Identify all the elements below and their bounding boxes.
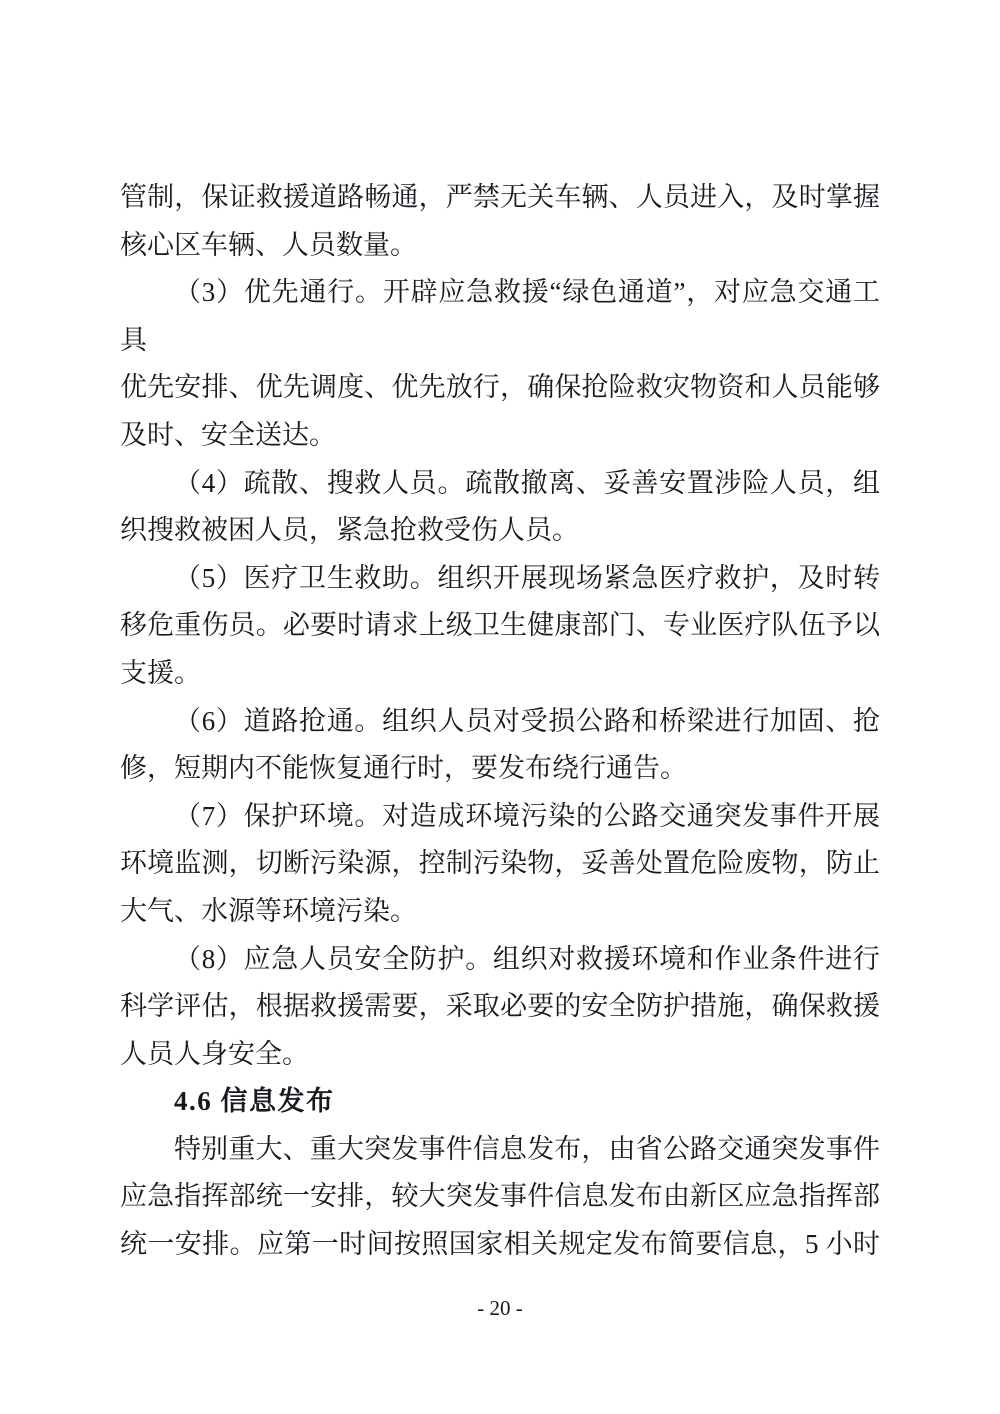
text-line: 应急指挥部统一安排，较大突发事件信息发布由新区应急指挥部 <box>120 1181 880 1212</box>
text-line: （7）保护环境。对造成环境污染的公路交通突发事件开展 <box>174 800 880 831</box>
text-line: 移危重伤员。必要时请求上级卫生健康部门、专业医疗队伍予以 <box>120 610 880 641</box>
text-line: 及时、安全送达。 <box>120 419 336 450</box>
text-line: 支援。 <box>120 657 201 688</box>
text-line: 特别重大、重大突发事件信息发布，由省公路交通突发事件 <box>174 1133 880 1164</box>
text-line: 修，短期内不能恢复通行时，要发布绕行通告。 <box>120 753 687 784</box>
text-line: （3）优先通行。开辟应急救援“绿色通道”，对应急交通工具 <box>120 277 880 355</box>
text-line: 人员人身安全。 <box>120 1038 309 1069</box>
section-heading: 4.6 信息发布 <box>174 1086 335 1117</box>
text-line: （5）医疗卫生救助。组织开展现场紧急医疗救护，及时转 <box>174 562 880 593</box>
text-line: 管制，保证救援道路畅通，严禁无关车辆、人员进入，及时掌握 <box>120 182 880 212</box>
text-line: 统一安排。应第一时间按照国家相关规定发布简要信息，5 小时 <box>120 1229 880 1260</box>
text-line: 环境监测，切断污染源，控制污染物，妥善处置危险废物，防止 <box>120 848 880 879</box>
document-body <box>120 174 880 1269</box>
text-line: （8）应急人员安全防护。组织对救援环境和作业条件进行 <box>174 943 880 974</box>
text-line: 核心区车辆、人员数量。 <box>120 229 417 260</box>
text-line: 优先安排、优先调度、优先放行，确保抢险救灾物资和人员能够 <box>120 372 880 403</box>
text-line: 织搜救被困人员，紧急抢救受伤人员。 <box>120 515 579 546</box>
text-line: （4）疏散、搜救人员。疏散撤离、妥善安置涉险人员，组 <box>174 467 880 498</box>
text-line: 大气、水源等环境污染。 <box>120 895 417 926</box>
page-number: - 20 - <box>477 1296 523 1320</box>
text-line: （6）道路抢通。组织人员对受损公路和桥梁进行加固、抢 <box>174 705 880 736</box>
text-line: 科学评估，根据救援需要，采取必要的安全防护措施，确保救援 <box>120 991 880 1022</box>
